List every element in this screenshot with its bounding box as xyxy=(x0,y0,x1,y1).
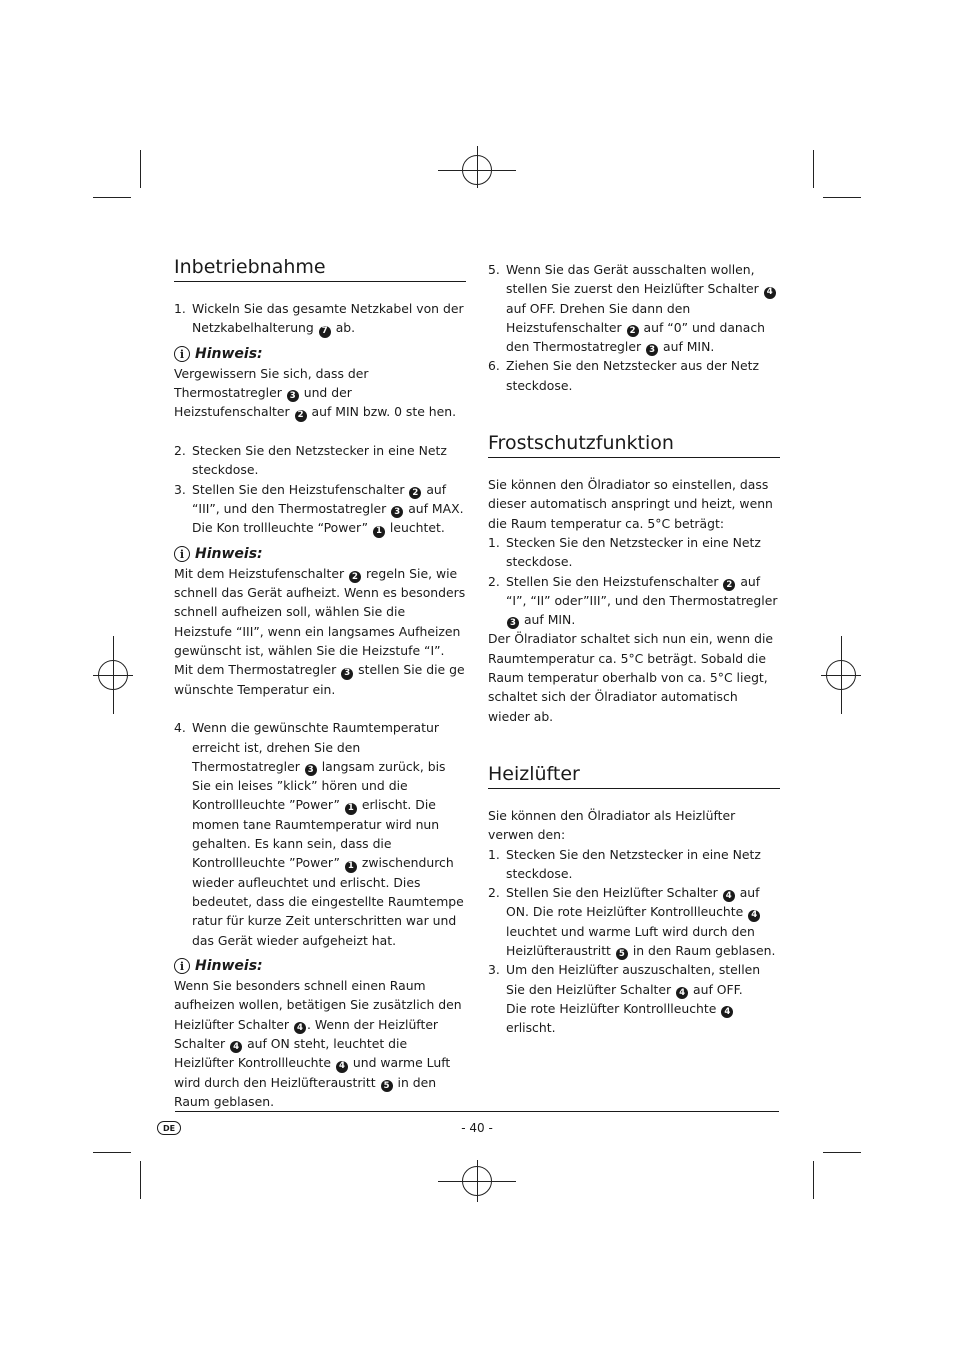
ref-badge: 3 xyxy=(507,617,519,629)
ref-badge: 4 xyxy=(230,1041,242,1053)
crop-mark xyxy=(140,150,141,188)
frost-step-2 xyxy=(488,572,780,630)
text: auf “I”, “II” oder”III”, und den Thermostatregler xyxy=(506,573,778,608)
ref-badge: 2 xyxy=(409,487,421,499)
hint-title: Hinweis: xyxy=(195,545,263,562)
step-text: Stecken Sie den Netzstecker in eine Netz steckdose. xyxy=(506,534,761,570)
step-number: 2. xyxy=(174,443,186,459)
ref-badge: 5 xyxy=(381,1080,393,1092)
info-icon: i xyxy=(174,346,190,362)
hint-text xyxy=(174,976,466,1111)
text: Wenn die gewünschte Raumtemperatur erreicht ist, drehen Sie den Thermostatregler xyxy=(192,720,439,774)
fan-step-3 xyxy=(488,960,780,1037)
steps-list xyxy=(174,441,466,537)
text: Mit dem Thermostatregler xyxy=(174,662,337,678)
text: Stellen Sie den Heizlüfter Schalter xyxy=(506,885,718,901)
text: auf “0” und danach den Thermostatregler xyxy=(506,319,766,355)
step-5 xyxy=(488,260,780,356)
hint-header xyxy=(174,345,466,364)
steps-list xyxy=(174,299,466,338)
text: Wenn Sie das Gerät ausschalten wollen, stellen Sie zuerst den Heizlüfter Schalter xyxy=(506,262,759,297)
registration-line xyxy=(477,1160,478,1202)
ref-badge: 4 xyxy=(764,287,776,299)
step-number: 2. xyxy=(488,573,500,589)
text: auf MIN bzw. 0 ste hen. xyxy=(311,404,457,420)
step-number: 4. xyxy=(174,720,186,736)
hint-header xyxy=(174,957,466,976)
hint-text xyxy=(174,564,466,660)
section-heading-inbetriebnahme: Inbetriebnahme xyxy=(174,255,466,282)
step-1 xyxy=(174,299,466,338)
step-4 xyxy=(174,718,466,950)
text: auf “III”, und den Thermostatregler xyxy=(192,481,447,516)
text: und warme Luft wird durch den Heizlüfteraustritt xyxy=(174,1055,451,1090)
text: auf MAX. Die Kon trollleuchte “Power” xyxy=(192,500,464,536)
ref-badge: 2 xyxy=(295,410,307,422)
hint-title: Hinweis: xyxy=(195,957,263,974)
crop-mark xyxy=(93,1152,131,1153)
text: leuchtet. xyxy=(389,520,445,536)
ref-badge: 1 xyxy=(345,861,357,873)
text: leuchtet und warme Luft wird durch den Heizlüfteraustritt xyxy=(506,923,755,959)
left-column xyxy=(174,255,466,1111)
paragraph: Der Ölradiator schaltet sich nun ein, wenn die Raumtemperatur ca. 5°C beträgt. Sobald die Raum temperatur oberhalb von ca. 5°C liegt, schaltet sich der Ölradiator automatisch wieder ab. xyxy=(488,631,774,724)
text: Um den Heizlüfter auszuschalten, stellen Sie den Heizlüfter Schalter xyxy=(506,962,761,997)
text: regeln Sie, wie schnell das Gerät aufheizt. Wenn es besonders schnell aufheizen soll, wählen Sie die Heizstufe “III”, wenn ein langsames Aufheizen gewünscht ist, wählen Sie die Heizstufe “I”. xyxy=(174,565,466,659)
paragraph: Sie können den Ölradiator als Heizlüfter verwen den: xyxy=(488,807,736,843)
step-number: 6. xyxy=(488,358,500,374)
ref-badge: 3 xyxy=(646,344,658,356)
step-text: Ziehen Sie den Netzstecker aus der Netz steckdose. xyxy=(506,358,759,393)
text: . Wenn der Heizlüfter Schalter xyxy=(174,1016,439,1051)
step-text: Wickeln Sie das gesamte Netzkabel von der Netzkabelhalterung xyxy=(192,301,464,336)
steps-list xyxy=(488,260,780,395)
text: erlischt. xyxy=(506,1020,556,1036)
text: Wenn Sie besonders schnell einen Raum aufheizen wollen, betätigen Sie zusätzlich den Heizlüfter Schalter xyxy=(174,978,462,1032)
step-3 xyxy=(174,480,466,538)
text: zwischendurch wieder aufleuchtet und erlischt. Dies bedeutet, dass die eingestellte Raumtempe ratur für kurze Zeit unterschritten war und das Gerät wieder aufgeheizt hat. xyxy=(192,855,464,948)
ref-badge: 2 xyxy=(349,571,361,583)
hint-title: Hinweis: xyxy=(195,345,263,362)
text: auf ON steht, leuchtet die Heizlüfter Kontrollleuchte xyxy=(174,1035,408,1071)
text: und der Heizstufenschalter xyxy=(174,385,352,420)
right-column xyxy=(488,260,780,1038)
step-number: 5. xyxy=(488,262,500,277)
ref-badge: 4 xyxy=(723,890,735,902)
ref-badge: 2 xyxy=(723,579,735,591)
hint-text xyxy=(174,660,466,699)
section-heading-heizluefter: Heizlüfter xyxy=(488,762,780,789)
text: auf OFF. Drehen Sie dann den Heizstufenschalter xyxy=(506,300,691,335)
ref-badge: 2 xyxy=(627,325,639,337)
text: auf MIN. xyxy=(523,612,576,628)
ref-badge: 4 xyxy=(748,910,760,922)
page-number: - 40 - xyxy=(461,1121,493,1135)
steps-list xyxy=(488,533,780,629)
step-number: 3. xyxy=(174,481,186,497)
crop-mark xyxy=(140,1161,141,1199)
text: in den Raum geblasen. xyxy=(632,943,776,959)
ref-badge: 3 xyxy=(305,764,317,776)
ref-badge: 1 xyxy=(373,526,385,538)
text: Vergewissern Sie sich, dass der Thermostatregler xyxy=(174,365,369,401)
step-number: 1. xyxy=(174,301,186,316)
hint-header xyxy=(174,545,466,564)
frost-step-1 xyxy=(488,533,780,572)
step-number: 3. xyxy=(488,962,500,978)
step-text: ab. xyxy=(335,320,356,336)
ref-badge: 4 xyxy=(336,1061,348,1073)
text: Mit dem Heizstufenschalter xyxy=(174,565,345,581)
text: auf ON. Die rote Heizlüfter Kontrollleuchte xyxy=(506,885,760,920)
crop-mark xyxy=(823,1152,861,1153)
registration-line xyxy=(841,636,842,714)
fan-step-1 xyxy=(488,845,780,884)
registration-line xyxy=(113,636,114,714)
ref-badge: 3 xyxy=(391,506,403,518)
ref-badge: 4 xyxy=(721,1006,733,1018)
text: Die rote Heizlüfter Kontrollleuchte xyxy=(506,1000,717,1016)
section-heading-frostschutz: Frostschutzfunktion xyxy=(488,431,780,458)
ref-badge: 5 xyxy=(616,948,628,960)
paragraph: Sie können den Ölradiator so einstellen, dass dieser automatisch anspringt und heizt, wenn die Raum temperatur ca. 5°C beträgt: xyxy=(488,477,773,531)
crop-mark xyxy=(813,1161,814,1199)
text: stellen Sie die ge wünschte Temperatur ein. xyxy=(174,662,465,697)
crop-mark xyxy=(823,197,861,198)
registration-line xyxy=(477,146,478,188)
footer-rule xyxy=(175,1111,779,1112)
steps-list xyxy=(488,845,780,1038)
step-2 xyxy=(174,441,466,480)
step-number: 1. xyxy=(488,846,500,862)
text: in den Raum geblasen. xyxy=(174,1074,437,1109)
fan-step-2 xyxy=(488,883,780,960)
text: erlischt. Die momen tane Raumtemperatur wird nun gehalten. Es kann sein, dass die Kontrollleuchte ”Power” xyxy=(192,797,440,871)
info-icon: i xyxy=(174,546,190,562)
ref-badge: 4 xyxy=(294,1022,306,1034)
step-6 xyxy=(488,356,780,395)
ref-badge: 4 xyxy=(676,987,688,999)
text: auf MIN. xyxy=(663,339,715,355)
step-text: Stecken Sie den Netzstecker in eine Netz steckdose. xyxy=(506,846,761,881)
crop-mark xyxy=(93,197,131,198)
ref-badge: 3 xyxy=(341,668,353,680)
step-text: Stecken Sie den Netzstecker in eine Netz steckdose. xyxy=(192,443,447,478)
ref-badge: 1 xyxy=(345,803,357,815)
text: Stellen Sie den Heizstufenschalter xyxy=(506,573,719,589)
step-number: 1. xyxy=(488,534,500,550)
text: langsam zurück, bis Sie ein leises ”klick” hören und die Kontrollleuchte ”Power” xyxy=(192,758,446,813)
text: Stellen Sie den Heizstufenschalter xyxy=(192,481,405,497)
hint-text xyxy=(174,364,466,422)
steps-list xyxy=(174,718,466,950)
language-badge: DE xyxy=(157,1121,181,1135)
ref-badge: 3 xyxy=(287,390,299,402)
crop-mark xyxy=(813,150,814,188)
info-icon: i xyxy=(174,958,190,974)
text: auf OFF. xyxy=(693,981,743,997)
ref-badge: 7 xyxy=(319,326,331,338)
step-number: 2. xyxy=(488,885,500,901)
